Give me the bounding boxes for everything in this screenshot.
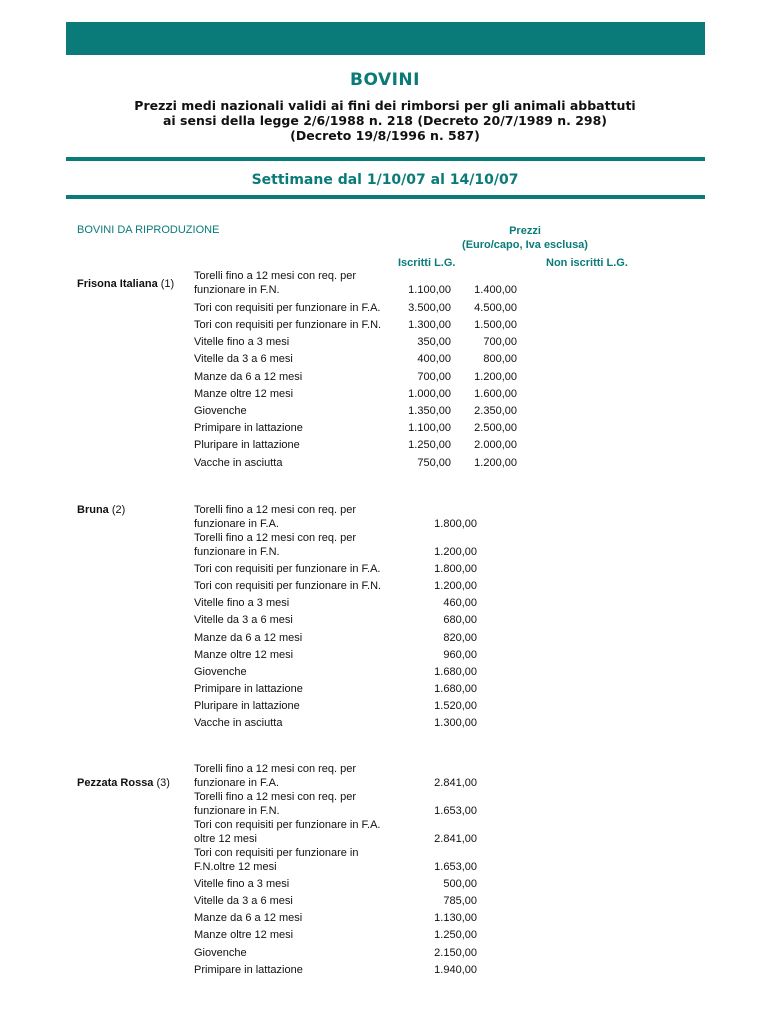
row-label: Vitelle da 3 a 6 mesi	[194, 895, 293, 907]
price-not-registered: 700,00	[483, 336, 517, 348]
row-label: Vacche in asciutta	[194, 717, 283, 729]
price-registered: 680,00	[443, 614, 477, 626]
row-label: Torelli fino a 12 mesi con req. per funzionare in F.N.	[194, 532, 357, 558]
price-not-registered: 800,00	[483, 353, 517, 365]
price-registered: 1.350,00	[408, 405, 451, 417]
breed-name	[77, 777, 170, 789]
divider-top	[66, 157, 705, 161]
prices-title: Prezzi	[509, 225, 541, 237]
period-heading: Settimane dal 1/10/07 al 14/10/07	[251, 172, 519, 188]
row-label: Manze oltre 12 mesi	[194, 929, 294, 941]
breed-name-text: Frisona Italiana	[77, 278, 158, 290]
row-label: Vitelle fino a 3 mesi	[194, 336, 290, 348]
price-not-registered: 1.200,00	[474, 457, 517, 469]
page-title: BOVINI	[350, 70, 420, 90]
price-registered: 1.300,00	[408, 319, 451, 331]
price-not-registered: 2.350,00	[474, 405, 517, 417]
price-registered: 1.520,00	[434, 700, 477, 712]
row-label: Tori con requisiti per funzionare in F.A. oltre 12 mesi	[194, 819, 381, 845]
row-label: Tori con requisiti per funzionare in F.A.	[194, 563, 381, 575]
row-label: Torelli fino a 12 mesi con req. per funzionare in F.A.	[194, 763, 357, 789]
breed-name-text: Bruna	[77, 504, 109, 516]
price-registered: 1.300,00	[434, 717, 477, 729]
row-label: Tori con requisiti per funzionare in F.N.oltre 12 mesi	[194, 847, 359, 873]
row-label: Giovenche	[194, 666, 247, 678]
price-registered: 1.200,00	[434, 580, 477, 592]
row-label: Vitelle da 3 a 6 mesi	[194, 353, 293, 365]
price-registered: 350,00	[417, 336, 451, 348]
price-registered: 1.100,00	[408, 422, 451, 434]
row-label: Tori con requisiti per funzionare in F.A.	[194, 302, 381, 314]
section-heading: BOVINI DA RIPRODUZIONE	[77, 224, 220, 236]
row-label: Primipare in lattazione	[194, 964, 303, 976]
price-registered: 960,00	[443, 649, 477, 661]
breed-name	[77, 504, 125, 516]
price-registered: 1.800,00	[434, 563, 477, 575]
price-registered: 400,00	[417, 353, 451, 365]
price-not-registered: 1.500,00	[474, 319, 517, 331]
price-registered: 1.000,00	[408, 388, 451, 400]
breed-note: (1)	[157, 278, 175, 290]
breed-name	[77, 278, 174, 290]
price-registered: 1.680,00	[434, 683, 477, 695]
row-label: Torelli fino a 12 mesi con req. per funzionare in F.A.	[194, 504, 357, 530]
price-registered: 2.841,00	[434, 833, 477, 845]
row-label: Giovenche	[194, 405, 247, 417]
price-registered: 500,00	[443, 878, 477, 890]
price-registered: 1.653,00	[434, 861, 477, 873]
price-not-registered: 4.500,00	[474, 302, 517, 314]
row-label: Manze da 6 a 12 mesi	[194, 912, 303, 924]
price-registered: 1.940,00	[434, 964, 477, 976]
row-label: Giovenche	[194, 947, 247, 959]
price-registered: 1.680,00	[434, 666, 477, 678]
subtitle-line-3: (Decreto 19/8/1996 n. 587)	[290, 128, 480, 143]
row-label: Vitelle da 3 a 6 mesi	[194, 614, 293, 626]
price-registered: 1.100,00	[408, 284, 451, 296]
row-label: Pluripare in lattazione	[194, 439, 300, 451]
price-registered: 1.130,00	[434, 912, 477, 924]
price-registered: 2.841,00	[434, 777, 477, 789]
price-registered: 1.800,00	[434, 518, 477, 530]
subtitle-line-1: Prezzi medi nazionali validi ai fini dei rimborsi per gli animali abbattuti	[134, 98, 636, 113]
price-registered: 750,00	[417, 457, 451, 469]
price-registered: 700,00	[417, 371, 451, 383]
row-label: Torelli fino a 12 mesi con req. per funzionare in F.N.	[194, 270, 357, 296]
price-registered: 1.653,00	[434, 805, 477, 817]
price-not-registered: 1.200,00	[474, 371, 517, 383]
price-registered: 460,00	[443, 597, 477, 609]
price-not-registered: 2.500,00	[474, 422, 517, 434]
price-registered: 1.200,00	[434, 546, 477, 558]
row-label: Manze oltre 12 mesi	[194, 388, 294, 400]
prices-unit: (Euro/capo, Iva esclusa)	[462, 239, 588, 251]
prices-heading	[420, 224, 630, 252]
row-label: Vacche in asciutta	[194, 457, 283, 469]
column-header-registered: Iscritti L.G.	[398, 257, 456, 269]
breed-note: (2)	[108, 504, 126, 516]
page-subtitle	[0, 98, 770, 143]
price-not-registered: 2.000,00	[474, 439, 517, 451]
price-registered: 1.250,00	[434, 929, 477, 941]
price-registered: 3.500,00	[408, 302, 451, 314]
row-label: Vitelle fino a 3 mesi	[194, 878, 290, 890]
row-label: Primipare in lattazione	[194, 683, 303, 695]
price-not-registered: 1.600,00	[474, 388, 517, 400]
row-label: Manze da 6 a 12 mesi	[194, 632, 303, 644]
header-banner	[66, 22, 705, 55]
subtitle-line-2: ai sensi della legge 2/6/1988 n. 218 (Decreto 20/7/1989 n. 298)	[162, 113, 608, 128]
price-not-registered: 1.400,00	[474, 284, 517, 296]
breed-note: (3)	[153, 777, 170, 789]
row-label: Manze oltre 12 mesi	[194, 649, 294, 661]
row-label: Vitelle fino a 3 mesi	[194, 597, 290, 609]
price-registered: 820,00	[443, 632, 477, 644]
breed-name-text: Pezzata Rossa	[77, 777, 154, 789]
price-registered: 785,00	[443, 895, 477, 907]
column-header-not-registered: Non iscritti L.G.	[546, 257, 628, 269]
row-label: Torelli fino a 12 mesi con req. per funzionare in F.N.	[194, 791, 357, 817]
price-registered: 2.150,00	[434, 947, 477, 959]
row-label: Pluripare in lattazione	[194, 700, 300, 712]
row-label: Tori con requisiti per funzionare in F.N.	[194, 319, 382, 331]
row-label: Primipare in lattazione	[194, 422, 303, 434]
row-label: Manze da 6 a 12 mesi	[194, 371, 303, 383]
divider-bottom	[66, 195, 705, 199]
row-label: Tori con requisiti per funzionare in F.N.	[194, 580, 382, 592]
price-registered: 1.250,00	[408, 439, 451, 451]
